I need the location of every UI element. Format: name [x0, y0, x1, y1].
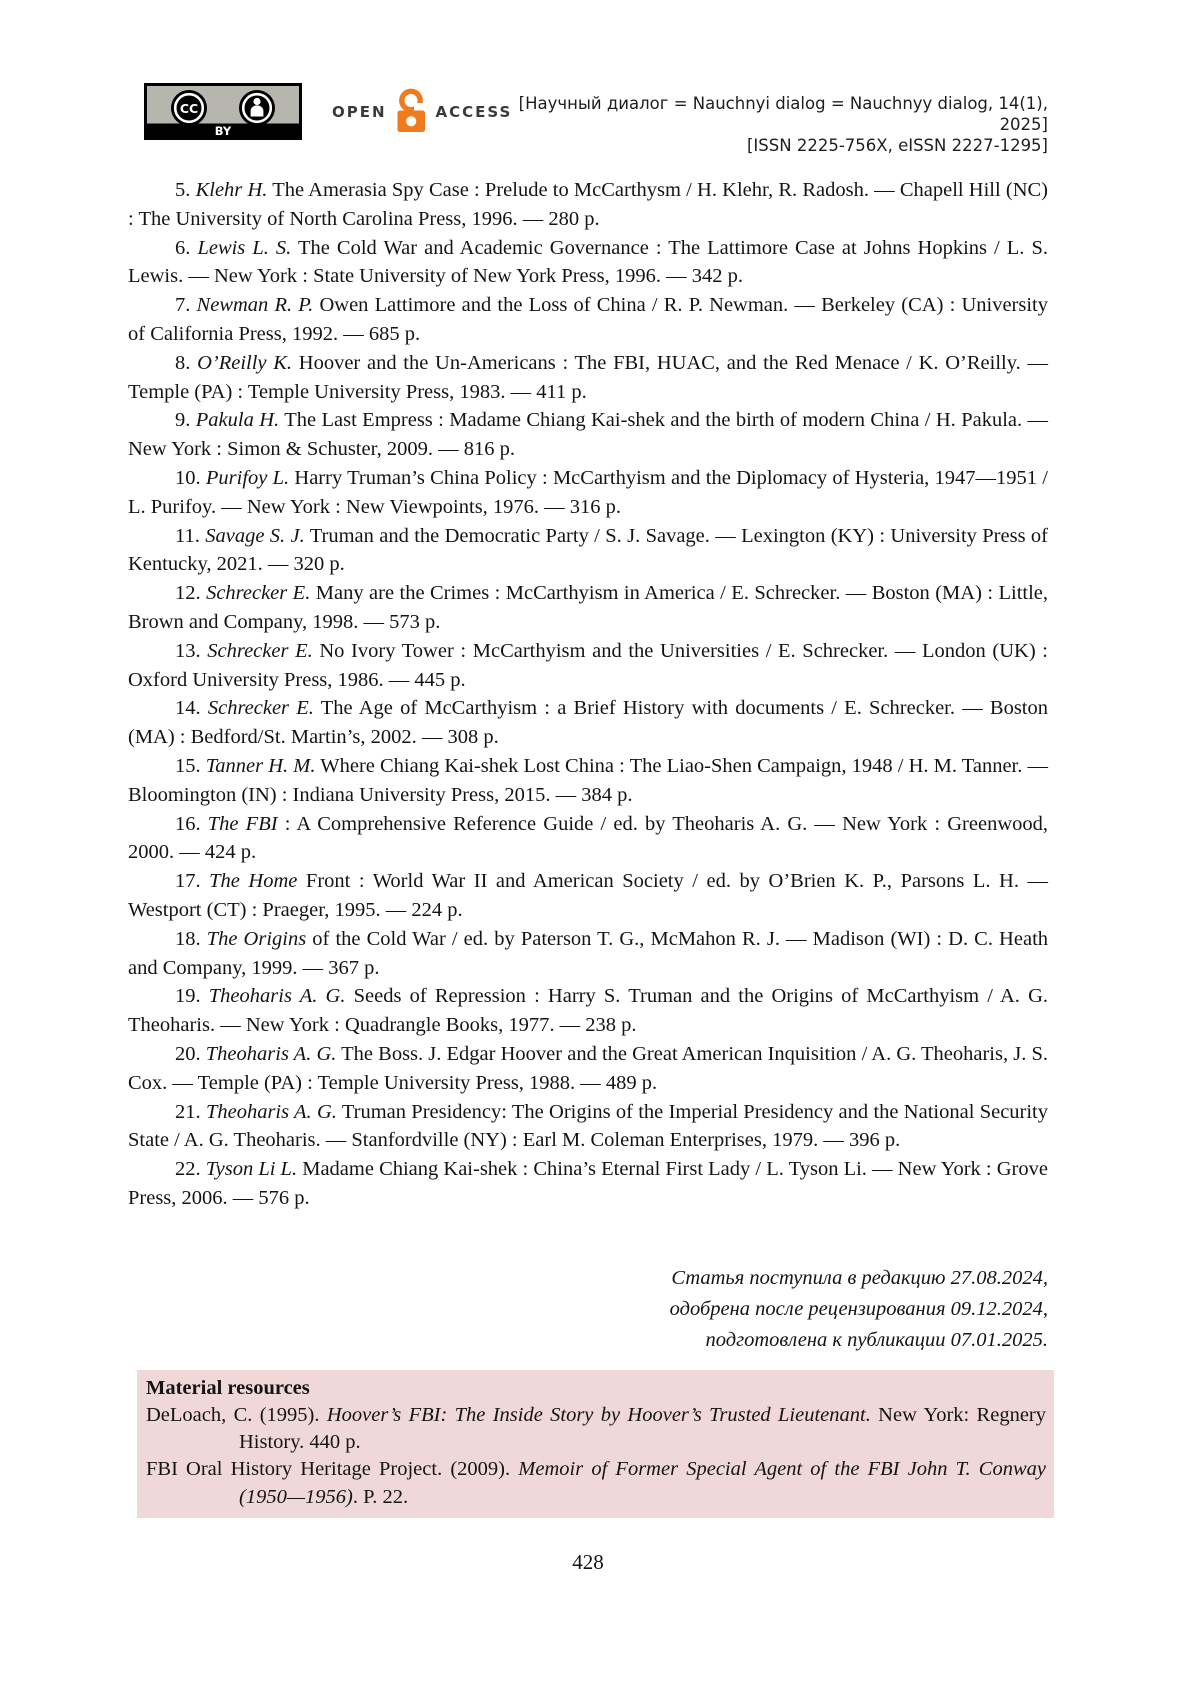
reference-text: The Cold War and Academic Governance : The Lattimore Case at Johns Hopkins / L. S. Lewis. — New York : State University of New York Press, 1996. — 342 p.: [128, 236, 1049, 288]
person-icon: [239, 90, 275, 126]
reference-item: [128, 579, 1048, 637]
reference-text: Owen Lattimore and the Loss of China / R. P. Newman. — Berkeley (CA) : University of California Press, 1992. — 685 p.: [128, 294, 1048, 345]
reference-author-italic: The Origins: [206, 927, 307, 950]
entry-author: FBI Oral History Heritage Project. (2009).: [146, 1458, 519, 1481]
reference-text: Madame Chiang Kai-shek : China’s Eternal First Lady / L. Tyson Li. — New York : Grove Press, 2006. — 576 p.: [128, 1158, 1048, 1209]
cc-by-label: BY: [214, 124, 232, 138]
open-access-access-label: ACCESS: [435, 102, 513, 121]
open-lock-icon: [393, 85, 430, 138]
reference-author-italic: Klehr H.: [195, 179, 268, 201]
reference-author-italic: Newman R. P.: [196, 294, 314, 317]
journal-info: [512, 83, 1048, 156]
reference-text: Where Chiang Kai-shek Lost China : The Liao-Shen Campaign, 1948 / H. M. Tanner. — Bloomington (IN) : Indiana University Press, 2015. — 384 p.: [128, 754, 1048, 806]
cc-icon: [171, 90, 207, 126]
reference-item: [128, 637, 1048, 695]
reference-author-italic: Lewis L. S.: [197, 236, 292, 259]
reference-author-italic: Schrecker E.: [206, 582, 311, 605]
entry-title-italic: Hoover’s FBI: The Inside Story by Hoover’s Trusted Lieutenant.: [326, 1403, 871, 1426]
reference-item: [128, 349, 1048, 407]
reference-number: 11.: [175, 524, 206, 547]
entry-tail: . P. 22.: [352, 1485, 409, 1508]
reference-item: [128, 810, 1048, 868]
material-resource-entry: [146, 1402, 1046, 1456]
reference-number: 17.: [175, 870, 210, 893]
reference-text: Truman Presidency: The Origins of the Imperial Presidency and the National Security State / A. G. Theoharis. — Stanfordville (NY) : Earl M. Coleman Enterprises, 1979. — 396 p.: [128, 1100, 1049, 1152]
reference-author-italic: The FBI: [207, 812, 278, 835]
reference-number: 12.: [175, 582, 207, 605]
reference-item: [128, 1098, 1048, 1156]
reference-number: 8.: [175, 351, 198, 374]
reference-text: The Amerasia Spy Case : Prelude to McCarthysm / H. Klehr, R. Radosh. — Chapell Hill (NC) : The University of North Carolina Press, 1996. — 280 p.: [128, 179, 1049, 230]
reference-number: 5.: [175, 179, 196, 201]
reference-number: 22.: [175, 1158, 206, 1181]
reference-number: 9.: [175, 409, 196, 432]
reference-text: Seeds of Repression : Harry S. Truman and the Origins of McCarthyism / A. G. Theoharis. — New York : Quadrangle Books, 1977. — 238 p.: [128, 985, 1048, 1037]
reference-number: 20.: [175, 1042, 206, 1065]
journal-title-line: [Научный диалог = Nauchnyi dialog = Nauchnyy dialog, 14(1), 2025]: [518, 94, 1048, 134]
reference-author-italic: Purifoy L.: [205, 466, 290, 489]
reference-author-italic: Tyson Li L.: [205, 1158, 298, 1181]
reference-author-italic: The Home: [209, 870, 298, 893]
material-resources-section: [137, 1370, 1054, 1518]
reference-author-italic: Schrecker E.: [207, 639, 313, 662]
reference-author-italic: Theoharis A. G.: [205, 1042, 337, 1065]
material-resources-entries: [146, 1402, 1046, 1511]
reference-text: No Ivory Tower : McCarthyism and the Universities / E. Schrecker. — London (UK) : Oxford University Press, 1986. — 445 p.: [128, 639, 1048, 691]
reference-author-italic: O’Reilly K.: [197, 351, 293, 374]
reference-number: 14.: [175, 697, 208, 720]
submission-note: [128, 1263, 1048, 1356]
reference-number: 13.: [175, 639, 208, 662]
reference-number: 21.: [175, 1100, 206, 1123]
reference-text: : A Comprehensive Reference Guide / ed. by Theoharis A. G. — New York : Greenwood, 2000. — 424 p.: [128, 812, 1049, 864]
reference-text: The Boss. J. Edgar Hoover and the Great American Inquisition / A. G. Theoharis, J. S. Cox. — Temple (PA) : Temple University Press, 1988. — 489 p.: [128, 1042, 1049, 1094]
reference-item: [128, 522, 1048, 580]
reference-text: Truman and the Democratic Party / S. J. Savage. — Lexington (KY) : University Press of Kentucky, 2021. — 320 p.: [128, 524, 1048, 576]
submission-note-line: Статья поступила в редакцию 27.08.2024,: [671, 1266, 1048, 1289]
references-list: [128, 176, 1048, 1213]
reference-item: [128, 694, 1048, 752]
reference-text: Many are the Crimes : McCarthyism in America / E. Schrecker. — Boston (MA) : Little, Brown and Company, 1998. — 573 p.: [128, 582, 1048, 633]
material-resources-title: Material resources: [146, 1376, 310, 1399]
open-access-logo: [332, 83, 512, 140]
reference-item: [128, 176, 1048, 234]
material-resource-entry: [146, 1456, 1046, 1510]
entry-tail: New York: Regnery History. 440 p.: [239, 1403, 1047, 1454]
reference-item: [128, 982, 1048, 1040]
reference-text: The Age of McCarthyism : a Brief History with documents / E. Schrecker. — Boston (MA) : Bedford/St. Martin’s, 2002. — 308 p.: [128, 697, 1049, 749]
cc-by-license-badge: [144, 83, 302, 145]
reference-item: [128, 234, 1048, 292]
reference-author-italic: Tanner H. M.: [205, 754, 316, 777]
reference-author-italic: Pakula H.: [195, 409, 280, 432]
reference-text: of the Cold War / ed. by Paterson T. G., McMahon R. J. — Madison (WI) : D. C. Heath and Company, 1999. — 367 p.: [128, 927, 1049, 979]
page-header: [128, 0, 1048, 155]
journal-issn-line: [ISSN 2225-756X, eISSN 2227-1295]: [747, 136, 1048, 155]
reference-author-italic: Schrecker E.: [207, 697, 314, 720]
svg-text:CC: CC: [179, 101, 199, 116]
reference-number: 16.: [175, 812, 208, 835]
reference-item: [128, 464, 1048, 522]
reference-item: [128, 752, 1048, 810]
entry-title-italic: Memoir of Former Special Agent of the FBI John T. Conway (1950—1956): [239, 1458, 1046, 1508]
reference-text: Harry Truman’s China Policy : McCarthyism and the Diplomacy of Hysteria, 1947—1951 / L. Purifoy. — New York : New Viewpoints, 1976. — 316 p.: [128, 466, 1048, 518]
reference-item: [128, 1040, 1048, 1098]
reference-number: 15.: [175, 754, 206, 777]
reference-author-italic: Theoharis A. G.: [205, 1100, 337, 1123]
submission-note-line: подготовлена к публикации 07.01.2025.: [705, 1328, 1048, 1351]
entry-author: DeLoach, C. (1995).: [146, 1403, 327, 1426]
page-number: 428: [572, 1549, 604, 1574]
reference-number: 19.: [175, 985, 209, 1008]
reference-item: [128, 925, 1048, 983]
reference-author-italic: Theoharis A. G.: [208, 985, 346, 1008]
cc-by-badge-graphic: [144, 83, 302, 140]
submission-note-line: одобрена после рецензирования 09.12.2024,: [669, 1297, 1048, 1320]
reference-number: 7.: [175, 294, 197, 317]
open-access-open-label: OPEN: [332, 102, 387, 121]
reference-number: 10.: [175, 466, 206, 489]
reference-item: [128, 867, 1048, 925]
reference-item: [128, 291, 1048, 349]
reference-text: Hoover and the Un-Americans : The FBI, HUAC, and the Red Menace / K. O’Reilly. — Temple (PA) : Temple University Press, 1983. — 411 p.: [128, 351, 1048, 403]
reference-author-italic: Savage S. J.: [205, 524, 305, 547]
reference-item: [128, 1155, 1048, 1213]
reference-number: 18.: [175, 927, 207, 950]
reference-text: The Last Empress : Madame Chiang Kai-shek and the birth of modern China / H. Pakula. — New York : Simon & Schuster, 2009. — 816 p.: [128, 409, 1049, 461]
reference-number: 6.: [175, 236, 198, 259]
reference-item: [128, 406, 1048, 464]
reference-text: Front : World War II and American Society / ed. by O’Brien K. P., Parsons L. H. — Westport (CT) : Praeger, 1995. — 224 p.: [128, 870, 1048, 921]
